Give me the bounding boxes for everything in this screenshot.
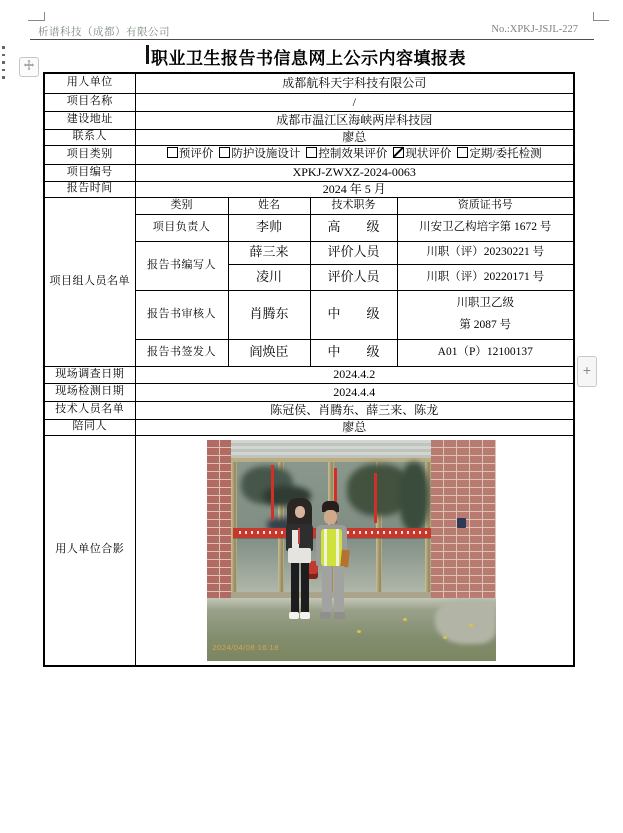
checkbox-periodic-test-icon[interactable] [457,147,468,158]
photo-red-tape [271,465,274,520]
personnel-cert: 川职（评）20230221 号 [397,241,574,264]
field-label-employer: 用人单位 [44,73,135,93]
personnel-title: 中 级 [310,290,397,339]
personnel-cert: A01（P）12100137 [397,339,574,366]
photo-brick-wall-left [207,440,231,602]
table-add-row-button[interactable]: + [577,356,597,387]
text-cursor [146,45,149,64]
photo-cell [135,435,574,666]
table-row [44,401,574,419]
field-label-project-type: 项目类别 [44,145,135,164]
move-icon [23,58,35,76]
checkbox-control-effect-icon[interactable] [306,147,317,158]
col-header-name: 姓名 [228,197,310,214]
field-label-project-no: 项目编号 [44,164,135,181]
margin-corner-mark-right [593,12,609,21]
col-header-category: 类别 [135,197,228,214]
project-type-option[interactable]: 定期/委托检测 [457,147,541,161]
table-row [44,366,574,383]
header-company-name: 析谱科技（成都）有限公司 [38,27,170,38]
field-value-project-name: / [135,93,574,111]
page-title: 职业卫生报告书信息网上公示内容填报表 [151,49,466,68]
personnel-name: 肖腾东 [228,290,310,339]
personnel-name: 薛三来 [228,241,310,264]
field-value-employer: 成都航科天宇科技有限公司 [135,73,574,93]
photo-reflection [399,462,429,532]
field-label-report-date: 报告时间 [44,181,135,197]
field-label-photo: 用人单位合影 [44,435,135,666]
field-label-test-date: 现场检测日期 [44,383,135,401]
checkbox-status-eval-icon[interactable] [393,147,404,158]
table-row [44,93,574,111]
field-value-escort: 廖总 [135,419,574,435]
header-doc-number: No.:XPKJ-JSJL-227 [491,24,578,35]
project-type-option[interactable]: 预评价 [167,147,214,161]
personnel-title: 高 级 [310,214,397,241]
personnel-name: 李帅 [228,214,310,241]
table-row [44,111,574,129]
header-divider [30,39,594,40]
personnel-category: 项目负责人 [135,214,228,241]
field-label-tech-staff: 技术人员名单 [44,401,135,419]
form-table [43,72,575,667]
field-value-report-date: 2024 年 5 月 [135,181,574,197]
field-label-project-name: 项目名称 [44,93,135,111]
field-label-survey-date: 现场调查日期 [44,366,135,383]
personnel-group-label: 项目组人员名单 [44,197,135,366]
checkbox-protection-design-icon[interactable] [219,147,230,158]
field-value-project-no: XPKJ-ZWXZ-2024-0063 [135,164,574,181]
field-label-escort: 陪同人 [44,419,135,435]
personnel-name: 阎焕臣 [228,339,310,366]
field-value-tech-staff: 陈冠侯、肖腾东、薛三来、陈龙 [135,401,574,419]
field-label-address: 建设地址 [44,111,135,129]
field-value-test-date: 2024.4.4 [135,383,574,401]
col-header-title: 技术职务 [310,197,397,214]
personnel-header-row [44,197,574,214]
personnel-name: 凌川 [228,264,310,290]
table-row [44,145,574,164]
project-type-options [135,145,574,164]
table-row [44,181,574,197]
field-value-survey-date: 2024.4.2 [135,366,574,383]
col-header-cert: 资质证书号 [397,197,574,214]
personnel-cert: 川职（评）20220171 号 [397,264,574,290]
personnel-title: 评价人员 [310,264,397,290]
project-type-option[interactable]: 防护设施设计 [219,147,300,161]
table-row [44,164,574,181]
field-label-contact: 联系人 [44,129,135,145]
table-row [44,419,574,435]
photo-timestamp: 2024/04/08 16:18 [212,642,279,652]
personnel-category: 报告书签发人 [135,339,228,366]
personnel-cert: 川安卫乙构培字第 1672 号 [397,214,574,241]
personnel-category: 报告书审核人 [135,290,228,339]
site-group-photo [207,440,496,661]
project-type-option[interactable]: 现状评价 [393,147,451,161]
personnel-title: 中 级 [310,339,397,366]
margin-corner-mark-left [28,12,45,21]
checkbox-pre-eval-icon[interactable] [167,147,178,158]
field-value-address: 成都市温江区海峡两岸科技园 [135,111,574,129]
table-row [44,383,574,401]
table-move-handle[interactable] [19,57,39,77]
gutter-drag-dots[interactable] [2,46,6,84]
personnel-title: 评价人员 [310,241,397,264]
table-row [44,129,574,145]
photo-doorbell [457,518,466,528]
personnel-category: 报告书编写人 [135,241,228,290]
photo-row [44,435,574,666]
table-row [44,73,574,93]
photo-red-tape [374,473,377,523]
personnel-cert: 川职卫乙级 第 2087 号 [397,290,574,339]
field-value-contact: 廖总 [135,129,574,145]
project-type-option[interactable]: 控制效果评价 [306,147,387,161]
